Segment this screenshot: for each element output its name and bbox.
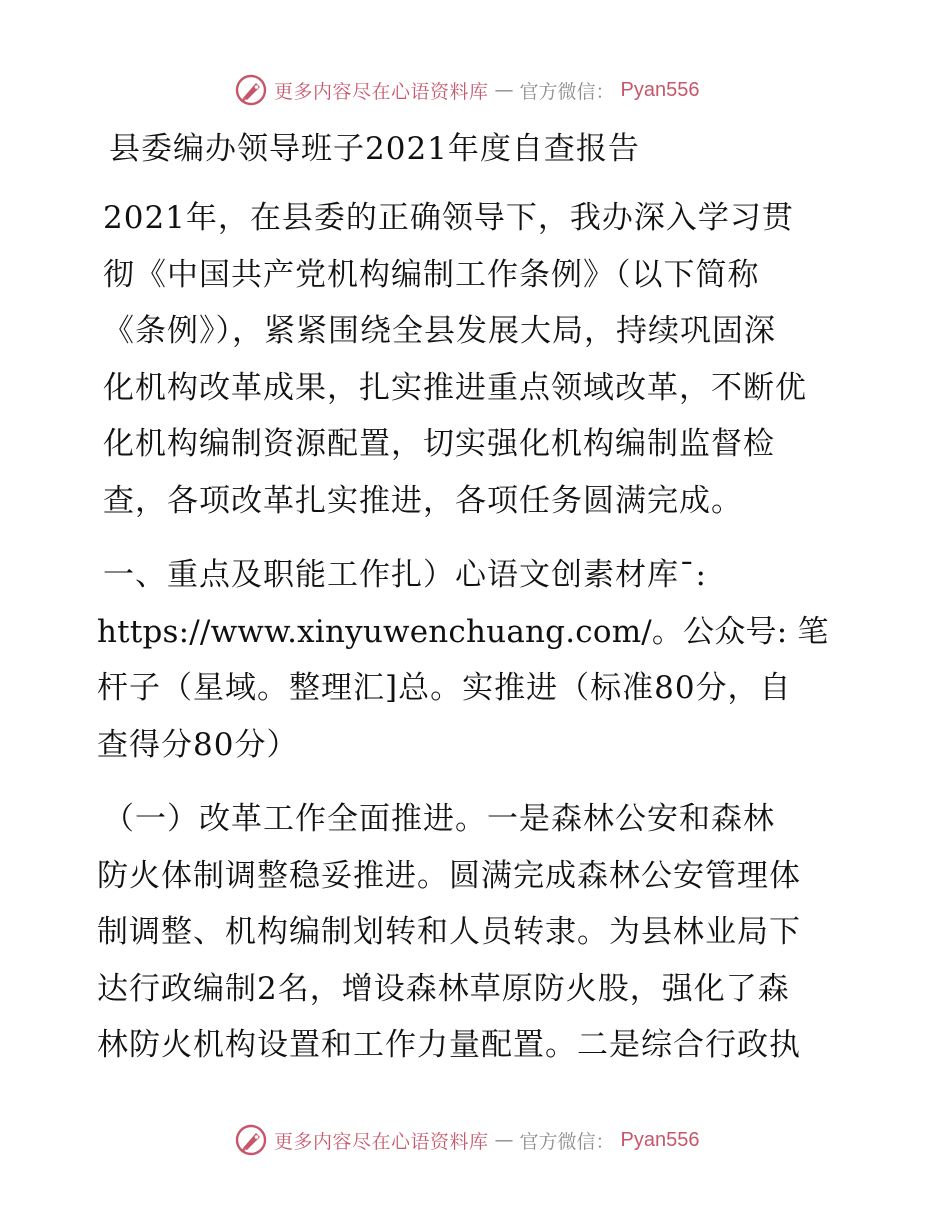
text-line: 达行政编制2名，增设森林草原防火股，强化了森: [97, 970, 790, 1007]
watermark-promo-text: 更多内容尽在心语资料库: [274, 1130, 489, 1153]
text-line: （一）改革工作全面推进。一是森林公安和森林: [103, 801, 775, 837]
watermark-wechat-label: 官方微信：: [519, 1130, 615, 1153]
text-line: 林防火机构设置和工作力量配置。二是综合行政执: [97, 1027, 801, 1063]
text-line: 彻《中国共产党机构编制工作条例》（以下简称: [103, 256, 760, 293]
watermark-banner-bottom: [234, 1122, 700, 1158]
pen-nib-logo-icon: [234, 73, 268, 107]
document-body: [97, 120, 857, 1074]
text-line: 《条例》），紧紧围绕全县发展大局，持续巩固深: [103, 313, 776, 349]
text-line: 查得分80分）: [97, 726, 299, 763]
document-title: 县委编办领导班子2021年度自查报告: [109, 131, 640, 167]
watermark-banner-top: [234, 72, 700, 108]
watermark-wechat-label: 官方微信：: [519, 80, 615, 103]
text-line: 防火体制调整稳妥推进。圆满完成森林公安管理体: [97, 857, 801, 894]
text-line: 杆子（星域。整理汇]总。实推进（标准80分，自: [97, 670, 792, 706]
watermark-separator: —: [494, 79, 514, 101]
watermark-wechat-id: Pyan556: [620, 1128, 700, 1151]
text-line: 化机构改革成果，扎实推进重点领域改革，不断优: [103, 369, 807, 406]
text-line: 制调整、机构编制划转和人员转隶。为县林业局下: [97, 914, 801, 950]
text-line: 化机构编制资源配置，切实强化机构编制监督检: [103, 426, 775, 462]
watermark-wechat-id: Pyan556: [620, 78, 700, 101]
pen-nib-logo-icon: [234, 1123, 268, 1157]
text-line: 一、重点及职能工作扎）心语文创素材库¯:: [103, 557, 707, 593]
paragraph-section-one: [97, 547, 857, 773]
watermark-promo-text: 更多内容尽在心语资料库: [274, 80, 489, 103]
paragraph-reform-work: [97, 791, 857, 1074]
paragraph-intro: [97, 190, 857, 529]
text-line-url: https://www.xinyuwenchuang.com/。公众号: 笔: [97, 613, 829, 650]
text-line: 查，各项改革扎实推进，各项任务圆满完成。: [103, 482, 743, 519]
text-line: 2021年，在县委的正确领导下，我办深入学习贯: [103, 200, 794, 236]
watermark-separator: —: [494, 1129, 514, 1151]
